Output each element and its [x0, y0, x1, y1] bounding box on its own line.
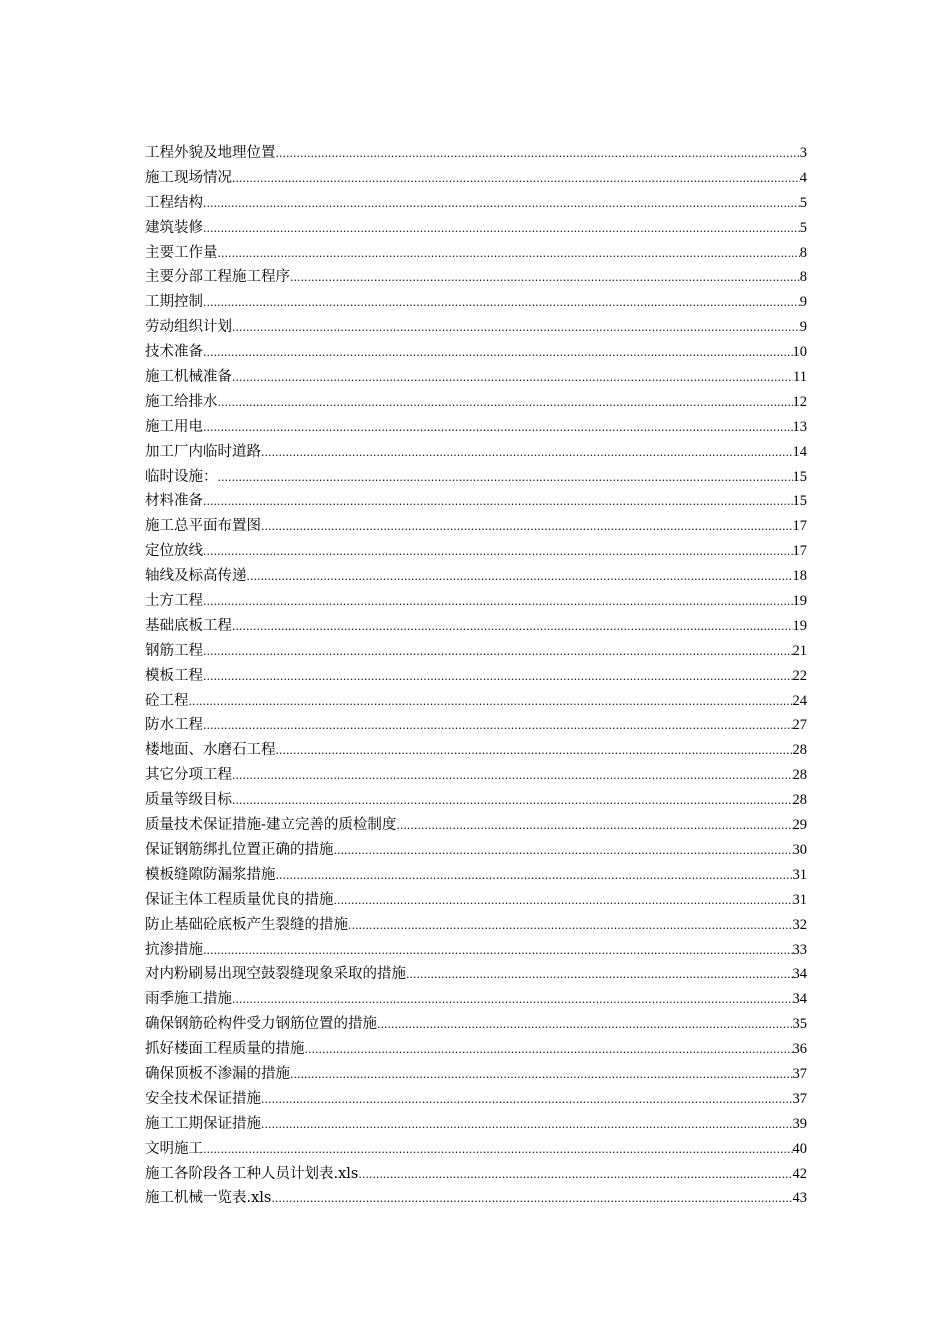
toc-entry-title: 防止基础砼底板产生裂缝的措施 [145, 916, 348, 933]
toc-entry-title: 工期控制 [145, 294, 203, 311]
toc-entry-title: 质量技术保证措施-建立完善的质检制度 [145, 817, 397, 834]
toc-entry-page-number: 11 [793, 369, 807, 386]
toc-entry-page-number: 34 [792, 991, 807, 1008]
toc-entry[interactable] [145, 738, 807, 763]
toc-dot-leader [203, 291, 800, 316]
toc-entry-page-number: 27 [792, 717, 807, 734]
toc-entry-title: 楼地面、水磨石工程 [145, 742, 276, 759]
toc-entry-page-number: 14 [792, 443, 807, 460]
toc-entry[interactable] [145, 838, 807, 863]
toc-entry[interactable] [145, 713, 807, 738]
toc-dot-leader [203, 192, 800, 217]
toc-dot-leader [290, 266, 800, 291]
toc-dot-leader [203, 217, 800, 242]
toc-dot-leader [203, 939, 793, 964]
toc-dot-leader [290, 1063, 793, 1088]
toc-dot-leader [218, 391, 793, 416]
toc-entry-title: 定位放线 [145, 543, 203, 560]
toc-entry[interactable] [145, 987, 807, 1012]
toc-entry-page-number: 29 [792, 817, 807, 834]
toc-dot-leader [377, 1013, 793, 1038]
toc-dot-leader [232, 167, 800, 192]
toc-entry[interactable] [145, 1162, 807, 1187]
toc-entry[interactable] [145, 365, 807, 390]
toc-entry-title: 确保顶板不渗漏的措施 [145, 1065, 290, 1082]
toc-entry-title: 保证钢筋绑扎位置正确的措施 [145, 841, 334, 858]
toc-entry-title: 砼工程 [145, 692, 189, 709]
toc-entry[interactable] [145, 1062, 807, 1087]
toc-entry-title: 土方工程 [145, 593, 203, 610]
toc-entry[interactable] [145, 689, 807, 714]
toc-entry-title: 临时设施： [145, 468, 218, 485]
toc-entry-title: 确保钢筋砼构件受力钢筋位置的措施 [145, 1016, 377, 1033]
toc-entry-page-number: 30 [792, 841, 807, 858]
toc-entry-title: 抓好楼面工程质量的措施 [145, 1041, 305, 1058]
toc-dot-leader [203, 341, 793, 366]
toc-dot-leader [203, 490, 793, 515]
toc-entry[interactable] [145, 664, 807, 689]
toc-dot-leader [406, 963, 793, 988]
toc-entry-page-number: 18 [792, 568, 807, 585]
toc-dot-leader [203, 665, 793, 690]
toc-dot-leader [203, 416, 793, 441]
table-of-contents [145, 141, 807, 1211]
toc-entry-title: 基础底板工程 [145, 617, 232, 634]
toc-entry-title: 施工机械一览表.xls [145, 1190, 272, 1207]
toc-entry-page-number: 24 [792, 692, 807, 709]
toc-entry-title: 材料准备 [145, 493, 203, 510]
toc-entry[interactable] [145, 813, 807, 838]
toc-entry-page-number: 31 [792, 866, 807, 883]
toc-entry[interactable] [145, 315, 807, 340]
toc-entry[interactable] [145, 1087, 807, 1112]
toc-dot-leader [232, 316, 800, 341]
toc-entry-page-number: 8 [799, 244, 807, 261]
toc-entry-title: 主要分部工程施工程序 [145, 269, 290, 286]
toc-entry-title: 工程结构 [145, 194, 203, 211]
toc-entry-title: 建筑装修 [145, 219, 203, 236]
toc-dot-leader [232, 789, 793, 814]
toc-entry-page-number: 34 [792, 966, 807, 983]
toc-dot-leader [334, 839, 793, 864]
toc-entry-title: 轴线及标高传递 [145, 568, 247, 585]
toc-entry[interactable] [145, 415, 807, 440]
toc-dot-leader [261, 1088, 793, 1113]
toc-entry-page-number: 17 [792, 543, 807, 560]
toc-entry-page-number: 19 [792, 593, 807, 610]
toc-entry-title: 施工机械准备 [145, 369, 232, 386]
toc-dot-leader [218, 242, 800, 267]
toc-entry-title: 对内粉刷易出现空鼓裂缝现象采取的措施 [145, 966, 406, 983]
toc-entry-title: 技术准备 [145, 344, 203, 361]
toc-entry-page-number: 37 [792, 1090, 807, 1107]
toc-entry[interactable] [145, 1112, 807, 1137]
toc-entry[interactable] [145, 564, 807, 589]
toc-dot-leader [218, 466, 793, 491]
toc-entry-title: 施工现场情况 [145, 169, 232, 186]
toc-entry-page-number: 42 [792, 1165, 807, 1182]
toc-entry-title: 安全技术保证措施 [145, 1090, 261, 1107]
toc-entry-title: 雨季施工措施 [145, 991, 232, 1008]
toc-entry[interactable] [145, 938, 807, 963]
toc-dot-leader [334, 889, 793, 914]
toc-entry-title: 工程外貌及地理位置 [145, 145, 276, 161]
toc-entry-title: 施工给排水 [145, 393, 218, 410]
toc-entry[interactable] [145, 863, 807, 888]
toc-entry[interactable] [145, 763, 807, 788]
toc-dot-leader [305, 1038, 793, 1063]
toc-entry[interactable] [145, 1137, 807, 1162]
toc-entry-page-number: 35 [792, 1016, 807, 1033]
toc-entry-title: 加工厂内临时道路 [145, 443, 261, 460]
toc-entry[interactable] [145, 191, 807, 216]
toc-entry[interactable] [145, 290, 807, 315]
toc-entry[interactable] [145, 440, 807, 465]
toc-entry-page-number: 15 [792, 468, 807, 485]
toc-entry[interactable] [145, 1012, 807, 1037]
toc-entry-page-number: 33 [792, 941, 807, 958]
toc-entry-page-number: 10 [792, 344, 807, 361]
toc-entry[interactable] [145, 962, 807, 987]
toc-dot-leader [261, 441, 793, 466]
toc-entry-page-number: 39 [792, 1115, 807, 1132]
toc-entry-page-number: 17 [792, 518, 807, 535]
toc-entry[interactable] [145, 1037, 807, 1062]
toc-entry-title: 模板缝隙防漏浆措施 [145, 866, 276, 883]
toc-entry-title: 施工各阶段各工种人员计划表.xls [145, 1165, 359, 1182]
toc-entry-page-number: 5 [799, 219, 807, 236]
toc-entry-page-number: 31 [792, 891, 807, 908]
toc-entry-title: 防水工程 [145, 717, 203, 734]
toc-entry-title: 质量等级目标 [145, 792, 232, 809]
toc-dot-leader [203, 540, 793, 565]
toc-entry[interactable] [145, 340, 807, 365]
toc-entry-title: 施工总平面布置图 [145, 518, 261, 535]
toc-entry-title: 施工用电 [145, 418, 203, 435]
toc-dot-leader [189, 690, 793, 715]
toc-dot-leader [232, 988, 793, 1013]
toc-dot-leader [348, 914, 793, 939]
toc-entry-title: 其它分项工程 [145, 767, 232, 784]
toc-dot-leader [247, 565, 793, 590]
toc-dot-leader [203, 1138, 793, 1163]
toc-entry-title: 主要工作量 [145, 244, 218, 261]
toc-dot-leader [203, 590, 793, 615]
toc-dot-leader [276, 739, 793, 764]
toc-entry-page-number: 3 [799, 145, 807, 161]
toc-entry-page-number: 32 [792, 916, 807, 933]
toc-entry[interactable] [145, 265, 807, 290]
toc-dot-leader [276, 864, 793, 889]
toc-entry-page-number: 5 [799, 194, 807, 211]
toc-entry-page-number: 19 [792, 617, 807, 634]
toc-entry-page-number: 13 [792, 418, 807, 435]
toc-entry-page-number: 37 [792, 1065, 807, 1082]
toc-entry-page-number: 21 [792, 642, 807, 659]
toc-dot-leader [203, 714, 793, 739]
toc-entry-title: 劳动组织计划 [145, 319, 232, 336]
toc-entry-title: 施工工期保证措施 [145, 1115, 261, 1132]
toc-entry-title: 文明施工 [145, 1140, 203, 1157]
toc-entry-page-number: 36 [792, 1041, 807, 1058]
toc-entry-page-number: 43 [792, 1190, 807, 1207]
toc-dot-leader [271, 1187, 792, 1212]
toc-dot-leader [232, 615, 793, 640]
toc-entry[interactable] [145, 489, 807, 514]
toc-dot-leader [261, 515, 793, 540]
toc-entry[interactable] [145, 1186, 807, 1211]
toc-entry[interactable] [145, 390, 807, 415]
toc-entry[interactable] [145, 241, 807, 266]
toc-dot-leader [276, 142, 800, 167]
toc-entry[interactable] [145, 639, 807, 664]
toc-entry-title: 钢筋工程 [145, 642, 203, 659]
toc-dot-leader [232, 764, 793, 789]
toc-entry[interactable] [145, 888, 807, 913]
toc-entry-page-number: 8 [799, 269, 807, 286]
toc-entry-page-number: 40 [792, 1140, 807, 1157]
toc-entry-title: 模板工程 [145, 667, 203, 684]
toc-entry[interactable] [145, 216, 807, 241]
toc-dot-leader [358, 1163, 792, 1188]
toc-entry-page-number: 28 [792, 792, 807, 809]
toc-entry[interactable] [145, 913, 807, 938]
toc-entry-title: 抗渗措施 [145, 941, 203, 958]
toc-entry-page-number: 12 [792, 393, 807, 410]
toc-entry-page-number: 9 [799, 319, 807, 336]
toc-entry[interactable] [145, 141, 807, 166]
toc-entry-page-number: 15 [792, 493, 807, 510]
toc-entry[interactable] [145, 788, 807, 813]
toc-entry-title: 保证主体工程质量优良的措施 [145, 891, 334, 908]
toc-entry[interactable] [145, 514, 807, 539]
toc-entry-page-number: 28 [792, 767, 807, 784]
toc-entry-page-number: 22 [792, 667, 807, 684]
toc-entry[interactable] [145, 465, 807, 490]
toc-entry[interactable] [145, 539, 807, 564]
toc-entry[interactable] [145, 166, 807, 191]
toc-dot-leader [396, 814, 792, 839]
toc-entry-page-number: 9 [799, 294, 807, 311]
toc-dot-leader [203, 640, 793, 665]
toc-entry-page-number: 28 [792, 742, 807, 759]
toc-entry-page-number: 4 [799, 169, 807, 186]
toc-dot-leader [261, 1113, 793, 1138]
toc-dot-leader [232, 366, 793, 391]
toc-entry[interactable] [145, 589, 807, 614]
toc-entry[interactable] [145, 614, 807, 639]
